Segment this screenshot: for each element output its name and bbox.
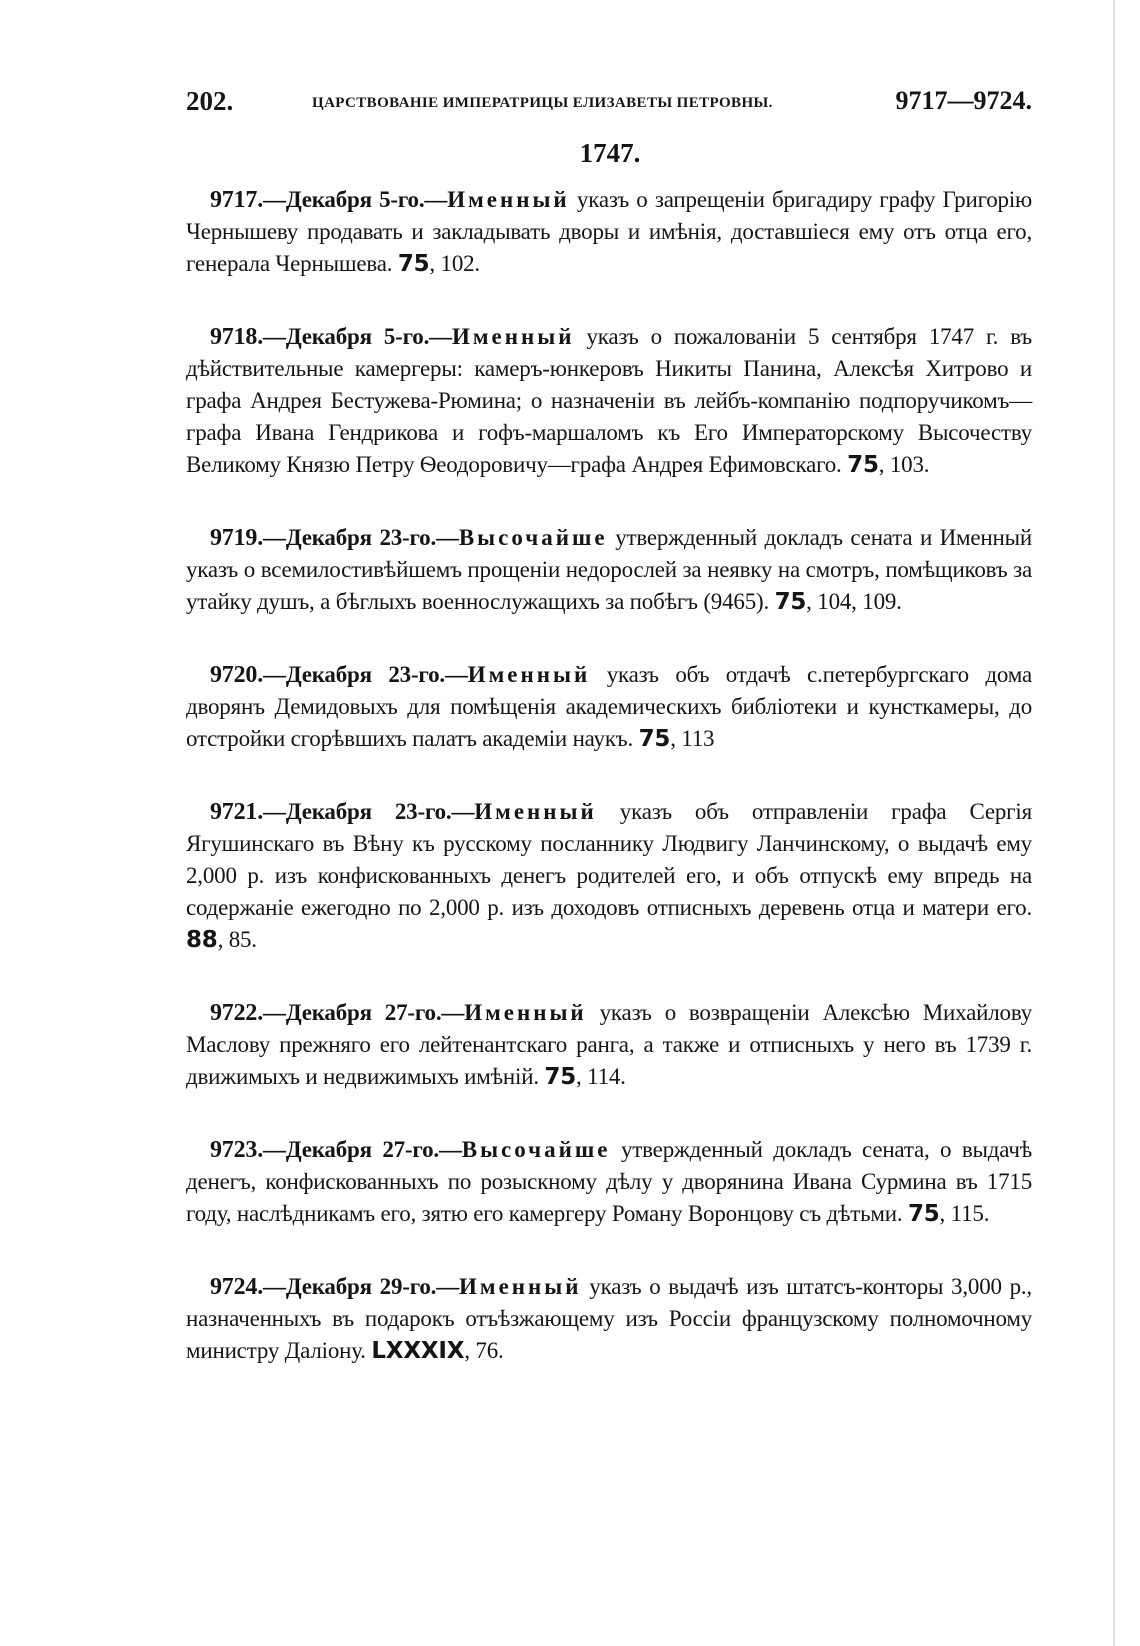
entry-number: 9721. [210,799,264,825]
entry [186,659,1032,755]
entry [186,997,1032,1093]
entry-text: указъ о пожалованіи 5 сентября 1747 г. въ дѣйствительные камергеры: камеръ-юнкеровъ Никиты Панина, Алексѣя Хитрово и графа Андрея Бестужева-Рюмина; о назначеніи въ лейбъ-компанію подпоручикомъ—графа Ивана Гендрикова и гофъ-маршаломъ къ Его Императорскому Высочеству Великому Князю Петру Ѳеодоровичу—графа Андрея Ефимовскаго. [186,324,1032,477]
entry-date: —Декабря 27-го.— [263,1137,462,1162]
entry-number: 9717. [210,187,264,213]
entry-pages: , 115. [939,1201,990,1226]
running-head: ЦАРСТВОВАНІЕ ИМПЕРАТРИЦЫ ЕЛИЗАВЕТЫ ПЕТРОВНЫ. [312,95,773,111]
entry-doctype: Именный [467,662,591,687]
entry-number: 9724. [210,1274,264,1300]
entry-volume: 88 [186,927,218,953]
entry-volume: 75 [638,726,671,752]
entry-volume: 75 [847,452,879,478]
entry-number: 9720. [210,662,264,688]
entry-date: —Декабря 29-го.— [263,1274,460,1299]
entry-text: указъ объ отправленіи графа Сергія Ягушинскаго въ Вѣну къ русскому посланнику Людвигу Ланчинскому, о выдачѣ ему 2,000 р. изъ конфискованныхъ денегъ родителей его, и объ отпускѣ ему впредь на содержаніе ежегодно по 2,000 р. изъ доходовъ отписныхъ деревень отца и матери его. [186,799,1032,920]
entry-volume: 75 [397,251,430,277]
entry-doctype: Именный [459,1274,582,1299]
entry-date: —Декабря 23-го.— [263,525,459,550]
entry-range: 9717—9724. [895,86,1032,115]
entry-pages: , 76. [464,1338,504,1363]
entry-doctype: Высочайше [461,1137,611,1162]
entry-number: 9722. [210,1000,264,1026]
entry-volume: 75 [544,1064,577,1090]
entry-number: 9723. [210,1137,264,1163]
entry-text: указъ о возвращеніи Алексѣю Михайлову Маслову прежняго его лейтенантскаго ранга, а также и отписныхъ у него въ 1739 г. движимыхъ и недвижимыхъ имѣній. [186,1000,1032,1089]
entry-number: 9718. [210,324,264,350]
page-edge [1113,0,1115,1646]
page-number: 202. [186,86,234,116]
entry-doctype: Именный [447,187,570,212]
entry-pages: , 85. [217,927,257,952]
entry [186,321,1032,481]
entry-volume: 75 [774,589,807,615]
entry-pages: , 102. [429,251,480,276]
entry-date: —Декабря 27-го.— [263,1000,465,1025]
entry-date: —Декабря 5-го.— [263,187,448,212]
entry-text: указъ о запрещеніи бригадиру графу Григорію Чернышеву продавать и закладывать дворы и имѣнія, доставшіеся ему отъ отца его, генерала Чернышева. [186,187,1033,276]
page-header [186,86,1032,126]
entry-text: указъ о выдачѣ изъ штатсъ-конторы 3,000 р., назначенныхъ въ подарокъ отъѣзжающему изъ Россіи французскому полномочному министру Даліону. [186,1274,1032,1363]
entries-list [186,184,1032,1408]
entry-pages: , 103. [878,452,930,477]
entry-text: утвержденный докладъ сената и Именный указъ о всемилостивѣйшемъ прощеніи недорослей за неявку на смотръ, помѣщиковъ за утайку душъ, а бѣглыхъ военнослужащихъ за побѣгъ (9465). [186,525,1032,614]
entry-date: —Декабря 5-го.— [263,324,452,349]
entry [186,796,1032,956]
entry [186,1271,1032,1367]
entry [186,1134,1032,1230]
entry-volume: 75 [907,1201,940,1227]
entry-volume: LXXXIX [371,1338,465,1364]
entry [186,184,1032,280]
entry [186,522,1032,618]
entry-number: 9719. [210,525,264,551]
entry-date: —Декабря 23-го.— [263,799,475,824]
entry-pages: , 114. [576,1064,626,1089]
entry-text: утвержденный докладъ сената, о выдачѣ денегъ, конфискованныхъ по розыскному дѣлу у дворянина Ивана Сурмина въ 1715 году, наслѣдникамъ его, зятю его камергеру Роману Воронцову съ дѣтьми. [186,1137,1032,1226]
entry-text: указъ объ отдачѣ с.петербургскаго дома дворянъ Демидовыхъ для помѣщенія академическихъ библіотеки и кунсткамеры, до отстройки сгорѣвшихъ палатъ академіи наукъ. [186,662,1032,751]
entry-date: —Декабря 23-го.— [263,662,468,687]
entry-pages: , 104, 109. [806,589,902,614]
entry-doctype: Именный [464,1000,587,1025]
entry-doctype: Высочайше [458,525,608,550]
entry-doctype: Именный [474,799,597,824]
entry-doctype: Именный [451,324,575,349]
year-heading: 1747. [579,138,641,168]
entry-pages: , 113 [670,726,715,751]
